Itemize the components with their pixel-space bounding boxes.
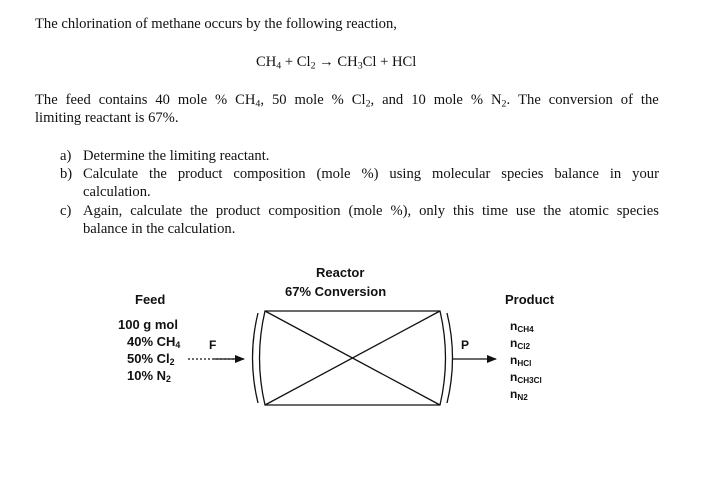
product-item-cl2: $n_{Cl2}$ — [510, 336, 531, 352]
product-composition — [510, 318, 542, 403]
feed-paragraph-line-2: limiting reactant is 67%. — [35, 110, 179, 126]
feed-paragraph-line-1: The feed contains 40 mole % $CH_4$, 50 mole % $Cl_2$, and 10 mole % $N_2$. The conversion of the — [35, 92, 659, 110]
feed-item-cl2: 50% $Cl_2$ — [127, 351, 175, 368]
feed-title: Feed — [135, 292, 166, 307]
product-item-hcl: $n_{HCl}$ — [510, 353, 532, 369]
question-b-line-1: Calculate the product composition (mole %) using molecular species balance in your — [83, 166, 659, 182]
feed-stream-label: F — [209, 338, 217, 352]
question-a-text: Determine the limiting reactant. — [83, 148, 270, 164]
question-b-line-2: calculation. — [83, 184, 151, 200]
reactor-vessel — [253, 311, 453, 405]
question-c-line-1: Again, calculate the product composition (mole %), only this time use the atomic species — [83, 203, 659, 219]
reactor-title: Reactor — [316, 265, 365, 280]
reactor-subtitle: 67% Conversion — [285, 284, 387, 299]
question-b-label: b) — [60, 166, 73, 182]
feed-item-ch4: 40% $CH_4$ — [127, 334, 181, 351]
product-item-ch4: $n_{CH4}$ — [510, 319, 534, 335]
question-a-label: a) — [60, 148, 72, 164]
product-title: Product — [505, 292, 555, 307]
question-c-label: c) — [60, 203, 72, 219]
product-item-n2: $n_{N2}$ — [510, 387, 528, 403]
reaction-equation: $CH_4 + Cl_2 \to CH_3Cl$ + HCl — [256, 54, 417, 72]
feed-item-total: 100 g mol — [118, 317, 178, 332]
product-item-ch3cl: $n_{CH3Cl}$ — [510, 370, 542, 386]
product-stream-label: P — [461, 338, 470, 352]
intro-text: The chlorination of methane occurs by the following reaction, — [35, 16, 397, 32]
feed-item-n2: 10% $N_2$ — [127, 368, 171, 385]
question-c-line-2: balance in the calculation. — [83, 221, 236, 237]
